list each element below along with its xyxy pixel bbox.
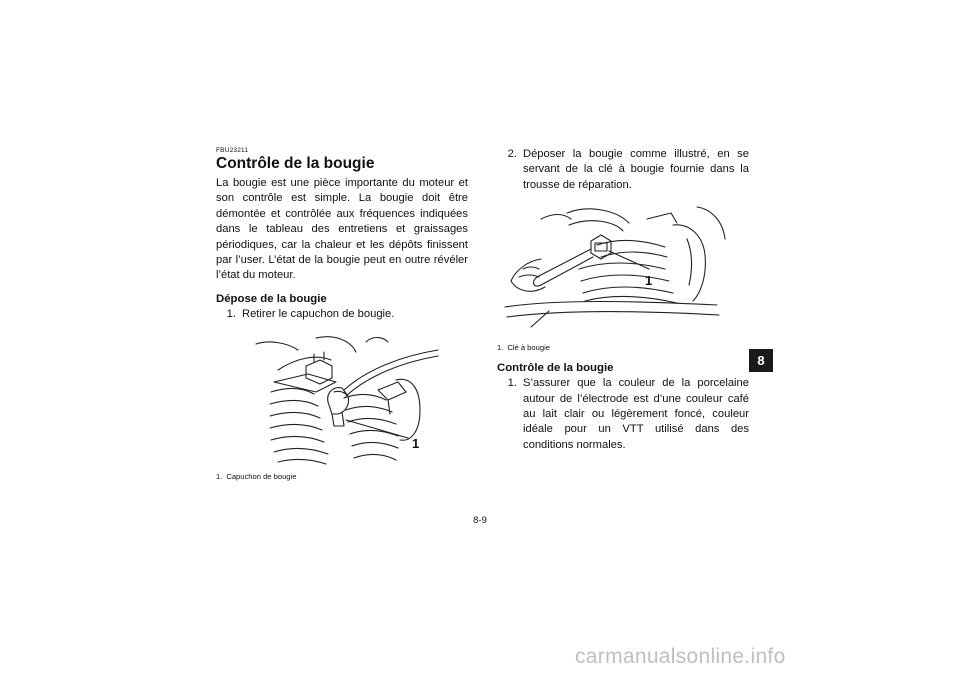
page-number: 8-9 — [473, 515, 487, 526]
section-title: Contrôle de la bougie — [216, 155, 375, 172]
caption-text: Clé à bougie — [507, 343, 550, 353]
check-heading: Contrôle de la bougie — [497, 362, 614, 375]
step-number: 2. — [507, 148, 517, 160]
figure-spark-plug-cap — [216, 330, 468, 468]
chapter-tab: 8 — [749, 349, 773, 372]
engine-wrench-illustration — [497, 199, 749, 339]
reference-code: FBU23211 — [216, 147, 249, 154]
figure-caption — [216, 472, 468, 482]
figure-spark-plug-wrench — [497, 199, 749, 339]
step-text: S’assurer que la couleur de la porcelaine autour de l’électrode est d’une couleur café au lait clair ou légèrement foncé, couleur idéale pour un VTT utilisé dans des conditions normales. — [523, 377, 749, 451]
removal-step-1 — [216, 307, 468, 322]
check-step-1 — [497, 376, 749, 453]
removal-step-2 — [497, 147, 749, 193]
right-column — [497, 147, 749, 453]
intro-paragraph: La bougie est une pièce importante du moteur et son contrôle est simple. La bougie doit être démontée et contrôlée aux fréquences indiquées dans le tableau des entretiens et graissages périodiques, car la chaleur et les dépôts finissent par l’user. L’état de la bougie peut en outre révéler l’état du moteur. — [216, 177, 468, 282]
watermark: carmanualsonline.info — [575, 645, 786, 668]
step-number: 1. — [507, 377, 517, 390]
engine-cap-illustration — [216, 330, 468, 468]
left-column — [216, 147, 468, 482]
caption-number: 1. — [216, 472, 223, 482]
figure-callout: 1 — [412, 436, 420, 452]
caption-number: 1. — [497, 343, 504, 353]
step-text: Retirer le capuchon de bougie. — [242, 307, 395, 320]
step-text: Déposer la bougie comme illustré, en se servant de la clé à bougie fournie dans la trousse de réparation. — [523, 148, 749, 191]
figure-callout: 1 — [645, 273, 653, 289]
caption-text: Capuchon de bougie — [226, 472, 297, 482]
step-number: 1. — [226, 307, 236, 320]
removal-heading: Dépose de la bougie — [216, 292, 327, 305]
figure-caption — [497, 343, 749, 353]
